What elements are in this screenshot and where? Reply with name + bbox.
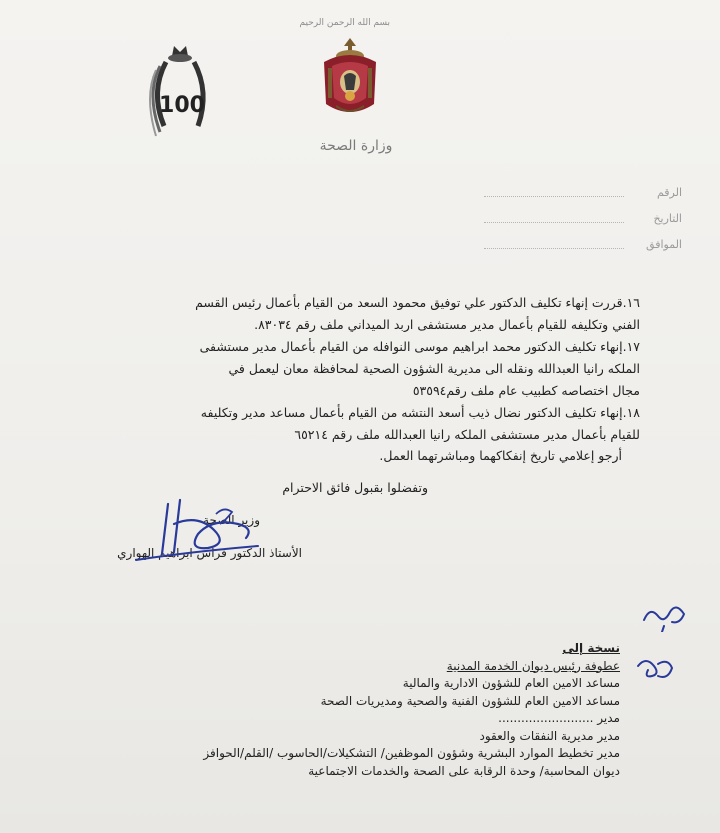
reference-number-label: الرقم (656, 186, 682, 199)
request-text: أرجو إعلامي تاريخ إنفكاكهما ومباشرتهما العمل. (379, 448, 622, 463)
ministry-name: وزارة الصحة (319, 138, 393, 154)
recipient: عطوفة رئيس ديوان الخدمة المدنية (446, 658, 620, 673)
decision-item-16 (80, 292, 640, 336)
handwritten-signature-icon (128, 494, 268, 574)
decision-line: الملكه رانيا العبدالله ونقله الى مديرية الشؤون الصحية لمحافظة معان ليعمل في (228, 361, 640, 376)
recipient: مساعد الامين العام للشؤون الادارية والمالية (402, 676, 620, 690)
reference-corresponding-line (484, 248, 624, 249)
handwritten-note-icon (640, 598, 690, 632)
reference-date-line (484, 222, 624, 223)
recipient: مساعد الامين العام للشؤون الفنية والصحية ومديريات الصحة (320, 693, 620, 708)
recipient: مدير مديرية النفقات والعقود (479, 728, 620, 743)
decision-item-17 (80, 336, 640, 402)
recipient: ديوان المحاسبة/ وحدة الرقابة على الصحة والخدمات الاجتماعية (308, 763, 620, 778)
recipient: مدير تخطيط الموارد البشرية وشؤون الموظفين/ التشكيلات/الحاسوب /القلم/الحوافز (203, 746, 620, 760)
decision-item-18 (80, 402, 640, 446)
reference-corresponding-label: الموافق (646, 238, 682, 251)
decision-line: للقيام بأعمال مدير مستشفى الملكه رانيا العبدالله ملف رقم ٦٥٢١٤ (294, 427, 640, 442)
copy-to-list (100, 640, 620, 780)
regards-text: وتفضلوا بقبول فائق الاحترام (282, 480, 428, 495)
decision-line: ١٧.إنهاء تكليف الدكتور محمد ابراهيم موسى النوافله من القيام بأعمال مدير مستشفى (199, 339, 640, 354)
jordan-coat-of-arms-icon (318, 34, 382, 124)
centenary-100-logo-icon (146, 42, 216, 142)
reference-number-line (484, 196, 624, 197)
decision-line: مجال اختصاصه كطبيب عام ملف رقم٥٣٥٩٤ (412, 383, 640, 398)
handwritten-note-icon (632, 652, 676, 686)
signatory-title: وزير الصحة (203, 513, 260, 527)
copy-to-heading: نسخة إلى (562, 641, 620, 655)
signatory-name: الأستاذ الدكتور فراس ابراهيم الهواري (117, 546, 302, 560)
decision-line: الفني وتكليفه للقيام بأعمال مدير مستشفى اربد الميداني ملف رقم ٨٣٠٣٤. (254, 317, 640, 332)
basmala-text: بسم الله الرحمن الرحيم (299, 18, 390, 28)
decision-line: ١٨.إنهاء تكليف الدكتور نضال ذيب أسعد النتشه من القيام بأعمال مساعد مدير وتكليفه (200, 405, 640, 420)
decision-line: ١٦.قررت إنهاء تكليف الدكتور علي توفيق محمود السعد من القيام بأعمال رئيس القسم (195, 295, 640, 310)
centenary-number: 100 (159, 93, 205, 118)
reference-date-label: التاريخ (653, 212, 682, 225)
recipient: مدير ......................... (498, 711, 620, 725)
